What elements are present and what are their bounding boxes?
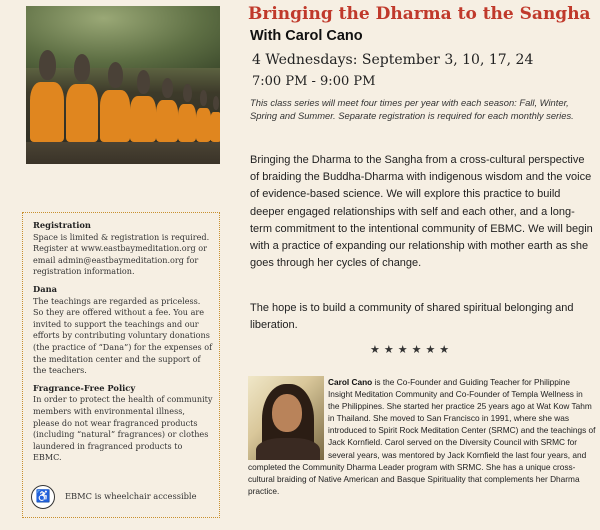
series-note: This class series will meet four times per year with each season: Fall, Winter, Spring and Summer. Separate registration is required for each monthly series. <box>250 97 574 121</box>
page-title: Bringing the Dharma to the Sangha <box>248 4 591 24</box>
session-time: 7:00 PM - 9:00 PM <box>252 74 376 89</box>
class-hope: The hope is to build a community of shared spiritual belonging and liberation. <box>250 302 574 332</box>
teacher-subtitle: With Carol Cano <box>250 28 363 44</box>
star-divider: ★★★★★★ <box>370 344 454 356</box>
registration-heading: Registration <box>33 220 91 230</box>
dana-text: The teachings are regarded as priceless. So they are offered without a fee. You are invited to support the teachings and our efforts by contributing voluntary donations (the practice of “Dana”) for the expenses of the meditation center and the support of the teachers. <box>33 295 213 376</box>
fragrance-heading: Fragrance-Free Policy <box>33 382 136 393</box>
info-sidebar <box>22 212 220 518</box>
wheelchair-text: EBMC is wheelchair accessible <box>65 491 197 502</box>
buddha-statues-photo <box>26 6 220 164</box>
session-dates: 4 Wednesdays: September 3, 10, 17, 24 <box>252 52 534 68</box>
dana-heading: Dana <box>33 283 57 294</box>
wheelchair-notice <box>31 485 197 509</box>
registration-text: Space is limited & registration is required. Register at www.eastbaymeditation.org or email admin@eastbaymeditation.org for registration information. <box>33 231 210 277</box>
wheelchair-icon: ♿ <box>31 485 55 509</box>
bio-text: is the Co-Founder and Guiding Teacher for Philippine Insight Meditation Community and Co-Founder of Templa Wellness in the Philippines. She started her practice 25 years ago at Wat Kow Tahm in Thailand. She moved to San Francisco in 1991, where she was introduced to Spirit Rock Meditation Center (SRMC) and the teachings of Jack Kornfield. Carol served on the Diversity Council with SRMC for several years, was mentored by Jack Kornfield the last four years, and completed the Community Dharma Leader program with SRMC. She has a unique cross-cultural braiding of Native American and Basque Spirituality that complements her Dharma practice. <box>248 377 596 496</box>
class-description: Bringing the Dharma to the Sangha from a cross-cultural perspective of braiding the Buddha-Dharma with indigenous wisdom and the voice of evidence-based science. We will explore this practice to build deeper engaged relationships with self and each other, and a long-term commitment to the intentional community of EBMC. We will begin with a practice of expanding our relationship with mother earth as she goes through her cycles of change. <box>250 154 593 270</box>
bio-name: Carol Cano <box>328 377 373 387</box>
teacher-bio <box>248 376 596 497</box>
fragrance-text: In order to protect the health of community members with environmental illness, please do not wear fragranced products (including “natural” fragrances) or clothes laundered in fragranced products to EBMC. <box>33 394 213 463</box>
